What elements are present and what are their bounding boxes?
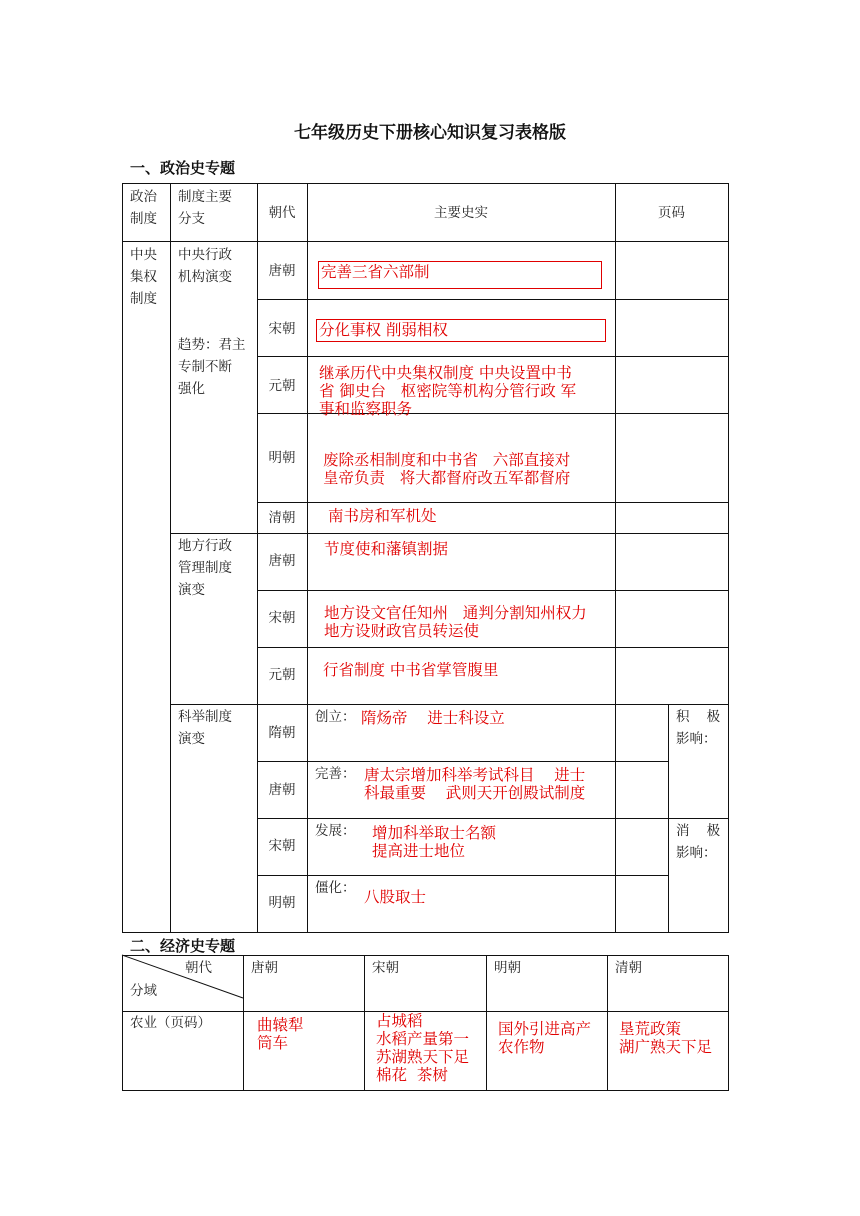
- branch-imperial-exam: 科举制度 演变: [178, 709, 232, 747]
- header-page-number: 页码: [658, 205, 685, 221]
- trend-note: 趋势：君主 专制不断 强化: [178, 337, 246, 397]
- column-header-dynasty: 清朝: [615, 960, 642, 976]
- dynasty-cell: 隋朝: [268, 725, 296, 741]
- fact-text: 节度使和藩镇割据: [324, 540, 449, 558]
- document-title: 七年级历史下册核心知识复习表格版: [294, 123, 566, 143]
- dynasty-cell: 元朝: [268, 378, 296, 394]
- header-dynasty: 朝代: [268, 205, 296, 221]
- branch-central-admin: 中央行政 机构演变: [178, 247, 232, 285]
- dynasty-cell: 唐朝: [268, 782, 296, 798]
- stage-label-perfected: 完善：: [315, 766, 356, 782]
- fact-text: 唐太宗增加科举考试科目 进士 科最重要 武则天开创殿试制度: [364, 766, 586, 802]
- fact-text: 地方设文官任知州 通判分割知州权力 地方设财政官员转运使: [324, 604, 587, 640]
- dynasty-cell: 唐朝: [268, 263, 296, 279]
- dynasty-cell: 唐朝: [268, 553, 296, 569]
- agri-fact: 占城稻 水稻产量第一 苏湖熟天下足 棉花 茶树: [376, 1012, 470, 1084]
- fact-text: 八股取士: [364, 888, 427, 906]
- negative-impact-label: 消 极 影响：: [676, 823, 721, 861]
- fact-text: 废除丞相制度和中书省 六部直接对 皇帝负责 将大都督府改五军都督府: [323, 451, 571, 487]
- agri-fact: 垦荒政策 湖广熟天下足: [619, 1020, 713, 1056]
- stage-label-developed: 发展：: [315, 823, 356, 839]
- stage-label-founded: 创立：: [315, 709, 356, 725]
- agri-fact: 曲辕犁 筒车: [257, 1016, 304, 1052]
- fact-text: 增加科举取士名额 提高进士地位: [372, 824, 497, 860]
- category-central-power: 中央 集权 制度: [130, 247, 157, 307]
- fact-text: 完善三省六部制: [321, 263, 430, 281]
- header-main-facts: 主要史实: [434, 205, 488, 221]
- dynasty-cell: 明朝: [268, 895, 296, 911]
- fact-text: 行省制度 中书省掌管腹里: [323, 661, 499, 679]
- column-header-dynasty: 唐朝: [251, 960, 278, 976]
- fact-text: 分化事权 削弱相权: [319, 321, 448, 339]
- stage-label-ossified: 僵化：: [315, 880, 356, 896]
- positive-impact-label: 积 极 影响：: [676, 709, 721, 747]
- dynasty-cell: 元朝: [268, 667, 296, 683]
- header-political-system: 政治 制度: [130, 189, 157, 227]
- section-heading-economy: 二、经济史专题: [130, 937, 236, 955]
- dynasty-cell: 宋朝: [268, 838, 296, 854]
- row-label-agriculture: 农业（页码）: [130, 1015, 211, 1031]
- column-header-dynasty: 宋朝: [372, 960, 399, 976]
- dynasty-cell: 宋朝: [268, 321, 296, 337]
- agri-fact: 国外引进高产 农作物: [498, 1020, 592, 1056]
- dynasty-cell: 宋朝: [268, 610, 296, 626]
- corner-label-dynasty: 朝代: [185, 960, 212, 976]
- column-header-dynasty: 明朝: [494, 960, 521, 976]
- fact-text: 南书房和军机处: [328, 507, 437, 525]
- corner-label-domain: 分域: [130, 983, 157, 999]
- dynasty-cell: 清朝: [268, 510, 296, 526]
- fact-text: 继承历代中央集权制度 中央设置中书 省 御史台 枢密院等机构分管行政 军 事和监察职务: [319, 364, 577, 418]
- section-heading-politics: 一、政治史专题: [130, 159, 236, 177]
- branch-local-admin: 地方行政 管理制度 演变: [178, 538, 232, 598]
- fact-text: 隋炀帝 进士科设立: [361, 709, 505, 727]
- header-branch: 制度主要 分支: [178, 189, 232, 227]
- dynasty-cell: 明朝: [268, 450, 296, 466]
